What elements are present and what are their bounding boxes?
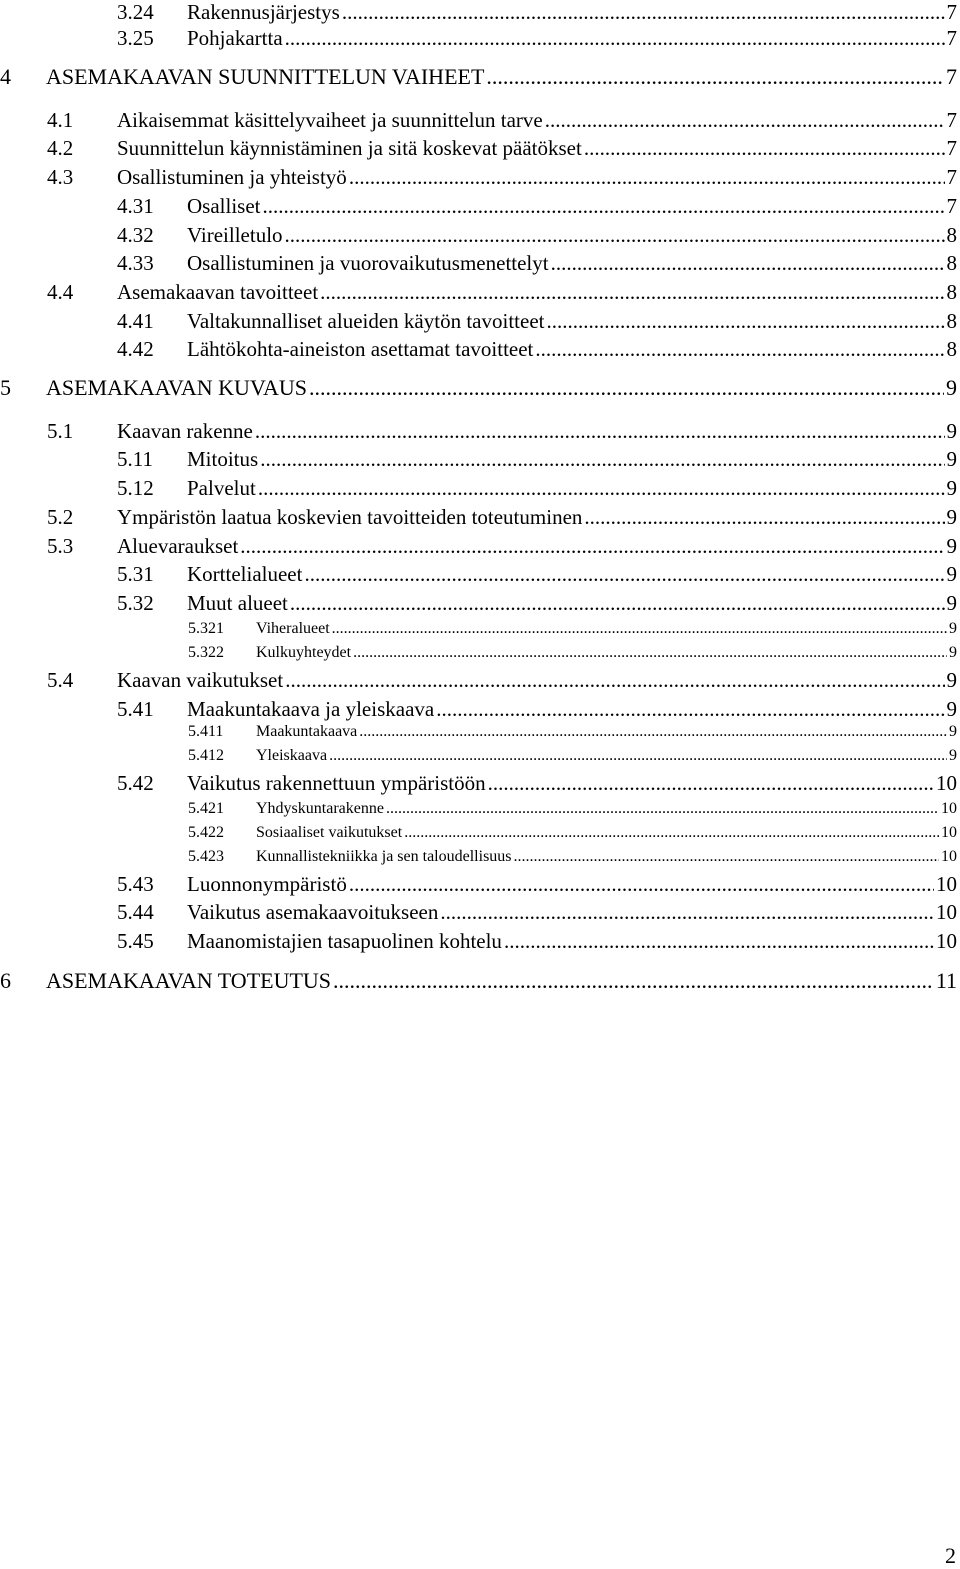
toc-entry-title: Luonnonympäristö xyxy=(187,872,347,897)
toc-entry-number: 3.25 xyxy=(117,26,187,51)
toc-dot-leader xyxy=(404,824,939,842)
toc-dot-leader xyxy=(260,447,944,472)
toc-entry-number: 4.33 xyxy=(117,251,187,276)
toc-entry-title: Aikaisemmat käsittelyvaiheet ja suunnittelun tarve xyxy=(117,108,543,133)
toc-entry[interactable] xyxy=(0,824,960,846)
toc-entry-number: 5.412 xyxy=(188,747,256,765)
toc-entry-title: ASEMAKAAVAN SUUNNITTELUN VAIHEET xyxy=(46,64,484,90)
toc-dot-leader xyxy=(353,644,947,662)
toc-entry-title: Asemakaavan tavoitteet xyxy=(117,280,318,305)
toc-dot-leader xyxy=(584,136,945,161)
toc-dot-leader xyxy=(285,26,945,51)
toc-dot-leader xyxy=(535,337,944,362)
toc-entry-page: 7 xyxy=(947,136,960,161)
toc-entry-number: 4.2 xyxy=(47,136,117,161)
toc-entry-number: 5.12 xyxy=(117,476,187,501)
toc-dot-leader xyxy=(258,476,945,501)
toc-entry[interactable] xyxy=(0,697,960,725)
toc-entry-number: 5.44 xyxy=(117,900,187,925)
toc-entry-page: 9 xyxy=(947,476,960,501)
toc-entry[interactable] xyxy=(0,929,960,957)
toc-dot-leader xyxy=(584,505,944,530)
toc-entry-page: 7 xyxy=(947,165,960,190)
toc-entry-number: 5.45 xyxy=(117,929,187,954)
toc-entry[interactable] xyxy=(0,26,960,54)
toc-entry-number: 4.3 xyxy=(47,165,117,190)
toc-entry-number: 5.322 xyxy=(188,644,256,662)
toc-entry[interactable] xyxy=(0,562,960,590)
toc-dot-leader xyxy=(285,668,944,693)
toc-entry[interactable] xyxy=(0,534,960,562)
toc-dot-leader xyxy=(263,194,945,219)
toc-entry-page: 7 xyxy=(947,108,960,133)
toc-dot-leader xyxy=(545,108,945,133)
toc-entry-title: Muut alueet xyxy=(187,591,288,616)
toc-entry-page: 8 xyxy=(947,280,960,305)
toc-entry-title: Korttelialueet xyxy=(187,562,302,587)
toc-entry-number: 4.41 xyxy=(117,309,187,334)
toc-dot-leader xyxy=(320,280,944,305)
toc-entry-title: Sosiaaliset vaikutukset xyxy=(256,824,402,842)
toc-entry-number: 5.321 xyxy=(188,620,256,638)
toc-entry-page: 10 xyxy=(936,872,960,897)
toc-entry-title: Mitoitus xyxy=(187,447,258,472)
toc-entry-page: 10 xyxy=(936,900,960,925)
toc-dot-leader xyxy=(359,723,947,741)
toc-entry-page: 9 xyxy=(949,723,960,741)
toc-entry-page: 10 xyxy=(936,929,960,954)
toc-entry-number: 5.42 xyxy=(117,771,187,796)
toc-entry-title: Maakuntakaava ja yleiskaava xyxy=(187,697,434,722)
toc-dot-leader xyxy=(333,968,934,994)
toc-entry-number: 5.423 xyxy=(188,848,256,866)
toc-entry-title: Aluevaraukset xyxy=(117,534,238,559)
toc-entry-title: Lähtökohta-aineiston asettamat tavoitteet xyxy=(187,337,533,362)
toc-entry-title: Yhdyskuntarakenne xyxy=(256,800,384,818)
toc-entry-page: 8 xyxy=(947,251,960,276)
toc-entry[interactable] xyxy=(0,251,960,279)
toc-entry-number: 4.31 xyxy=(117,194,187,219)
toc-entry[interactable] xyxy=(0,108,960,136)
toc-dot-leader xyxy=(329,747,947,765)
toc-entry-title: Valtakunnalliset alueiden käytön tavoitteet xyxy=(187,309,544,334)
toc-entry-page: 10 xyxy=(941,824,960,842)
toc-dot-leader xyxy=(488,771,934,796)
toc-entry-number: 5.1 xyxy=(47,419,117,444)
toc-entry-title: Osallistuminen ja vuorovaikutusmenettelyt xyxy=(187,251,549,276)
toc-entry-number: 4.42 xyxy=(117,337,187,362)
toc-entry-number: 5.421 xyxy=(188,800,256,818)
toc-entry[interactable] xyxy=(0,337,960,365)
toc-entry[interactable] xyxy=(0,375,960,405)
toc-dot-leader xyxy=(342,0,945,25)
toc-entry-title: Kunnallistekniikka ja sen taloudellisuus xyxy=(256,848,512,866)
toc-entry-title: Vireilletulo xyxy=(187,223,283,248)
toc-entry-page: 9 xyxy=(947,697,960,722)
toc-entry-page: 9 xyxy=(947,534,960,559)
toc-entry-number: 5.3 xyxy=(47,534,117,559)
toc-entry-page: 9 xyxy=(947,668,960,693)
toc-dot-leader xyxy=(486,64,944,90)
toc-entry[interactable] xyxy=(0,800,960,822)
toc-entry-title: Vaikutus rakennettuun ympäristöön xyxy=(187,771,486,796)
toc-dot-leader xyxy=(290,591,945,616)
toc-entry-title: Kaavan rakenne xyxy=(117,419,253,444)
toc-entry-number: 4.4 xyxy=(47,280,117,305)
toc-entry[interactable] xyxy=(0,848,960,870)
toc-entry[interactable] xyxy=(0,723,960,745)
toc-entry-page: 9 xyxy=(947,562,960,587)
toc-dot-leader xyxy=(546,309,944,334)
toc-entry-page: 9 xyxy=(947,419,960,444)
toc-entry-number: 5.411 xyxy=(188,723,256,741)
toc-entry[interactable] xyxy=(0,644,960,666)
toc-entry-number: 5.41 xyxy=(117,697,187,722)
toc-entry[interactable] xyxy=(0,872,960,900)
toc-entry-page: 11 xyxy=(936,968,960,994)
toc-entry-title: Ympäristön laatua koskevien tavoitteiden toteutuminen xyxy=(117,505,582,530)
toc-entry[interactable] xyxy=(0,223,960,251)
toc-entry-number: 5.2 xyxy=(47,505,117,530)
toc-entry-number: 5.4 xyxy=(47,668,117,693)
toc-entry-page: 9 xyxy=(947,447,960,472)
toc-entry-number: 3.24 xyxy=(117,0,187,25)
toc-entry-page: 7 xyxy=(947,0,960,25)
page-number: 2 xyxy=(945,1543,956,1569)
toc-dot-leader xyxy=(349,872,934,897)
toc-dot-leader xyxy=(309,375,944,401)
toc-entry-title: Maanomistajien tasapuolinen kohtelu xyxy=(187,929,502,954)
toc-entry-page: 9 xyxy=(949,620,960,638)
toc-entry[interactable] xyxy=(0,165,960,193)
toc-dot-leader xyxy=(255,419,945,444)
toc-entry-page: 7 xyxy=(947,26,960,51)
toc-entry-page: 10 xyxy=(936,771,960,796)
toc-entry[interactable] xyxy=(0,620,960,642)
toc-entry-title: ASEMAKAAVAN TOTEUTUS xyxy=(46,968,331,994)
toc-entry-number: 5.31 xyxy=(117,562,187,587)
toc-dot-leader xyxy=(504,929,934,954)
toc-entry-title: Maakuntakaava xyxy=(256,723,357,741)
toc-entry-page: 8 xyxy=(947,223,960,248)
toc-dot-leader xyxy=(440,900,934,925)
toc-entry-number: 4.1 xyxy=(47,108,117,133)
toc-entry-number: 6 xyxy=(0,968,46,994)
toc-entry-page: 7 xyxy=(947,194,960,219)
toc-entry-page: 9 xyxy=(947,591,960,616)
toc-entry-title: Vaikutus asemakaavoitukseen xyxy=(187,900,438,925)
toc-entry[interactable] xyxy=(0,771,960,799)
toc-entry[interactable] xyxy=(0,309,960,337)
toc-entry-number: 5.11 xyxy=(117,447,187,472)
toc-entry[interactable] xyxy=(0,747,960,769)
toc-entry-title: Suunnittelun käynnistäminen ja sitä koskevat päätökset xyxy=(117,136,582,161)
toc-entry-page: 9 xyxy=(949,747,960,765)
toc-entry-page: 7 xyxy=(946,64,960,90)
toc-entry-title: Osalliset xyxy=(187,194,261,219)
toc-entry[interactable] xyxy=(0,968,960,998)
toc-entry-page: 8 xyxy=(947,309,960,334)
toc-entry-page: 10 xyxy=(941,800,960,818)
toc-dot-leader xyxy=(304,562,944,587)
toc-dot-leader xyxy=(514,848,939,866)
toc-entry-page: 10 xyxy=(941,848,960,866)
toc-dot-leader xyxy=(386,800,939,818)
toc-entry-title: Kulkuyhteydet xyxy=(256,644,351,662)
toc-entry-number: 4 xyxy=(0,64,46,90)
toc-entry[interactable] xyxy=(0,136,960,164)
toc-entry[interactable] xyxy=(0,900,960,928)
toc-dot-leader xyxy=(551,251,945,276)
toc-entry[interactable] xyxy=(0,280,960,308)
toc-dot-leader xyxy=(349,165,945,190)
toc-entry-title: Osallistuminen ja yhteistyö xyxy=(117,165,347,190)
toc-entry-page: 9 xyxy=(949,644,960,662)
toc-dot-leader xyxy=(332,620,947,638)
toc-entry[interactable] xyxy=(0,194,960,222)
toc-entry-number: 5.422 xyxy=(188,824,256,842)
toc-entry[interactable] xyxy=(0,0,960,28)
toc-entry-title: Kaavan vaikutukset xyxy=(117,668,283,693)
toc-dot-leader xyxy=(285,223,945,248)
toc-entry-title: Rakennusjärjestys xyxy=(187,0,340,25)
toc-entry-title: Viheralueet xyxy=(256,620,330,638)
toc-entry[interactable] xyxy=(0,505,960,533)
toc-entry[interactable] xyxy=(0,668,960,696)
toc-entry-number: 5.43 xyxy=(117,872,187,897)
toc-entry-number: 4.32 xyxy=(117,223,187,248)
toc-entry-page: 9 xyxy=(946,375,960,401)
toc-entry-title: Palvelut xyxy=(187,476,256,501)
toc-entry[interactable] xyxy=(0,64,960,94)
toc-entry-number: 5.32 xyxy=(117,591,187,616)
toc-entry-title: Yleiskaava xyxy=(256,747,327,765)
toc-entry-page: 9 xyxy=(947,505,960,530)
toc-entry-page: 8 xyxy=(947,337,960,362)
toc-entry[interactable] xyxy=(0,591,960,619)
toc-entry-title: ASEMAKAAVAN KUVAUS xyxy=(46,375,307,401)
toc-entry[interactable] xyxy=(0,447,960,475)
toc-dot-leader xyxy=(436,697,944,722)
toc-dot-leader xyxy=(240,534,944,559)
toc-entry-number: 5 xyxy=(0,375,46,401)
toc-entry[interactable] xyxy=(0,476,960,504)
toc-entry[interactable] xyxy=(0,419,960,447)
toc-entry-title: Pohjakartta xyxy=(187,26,283,51)
